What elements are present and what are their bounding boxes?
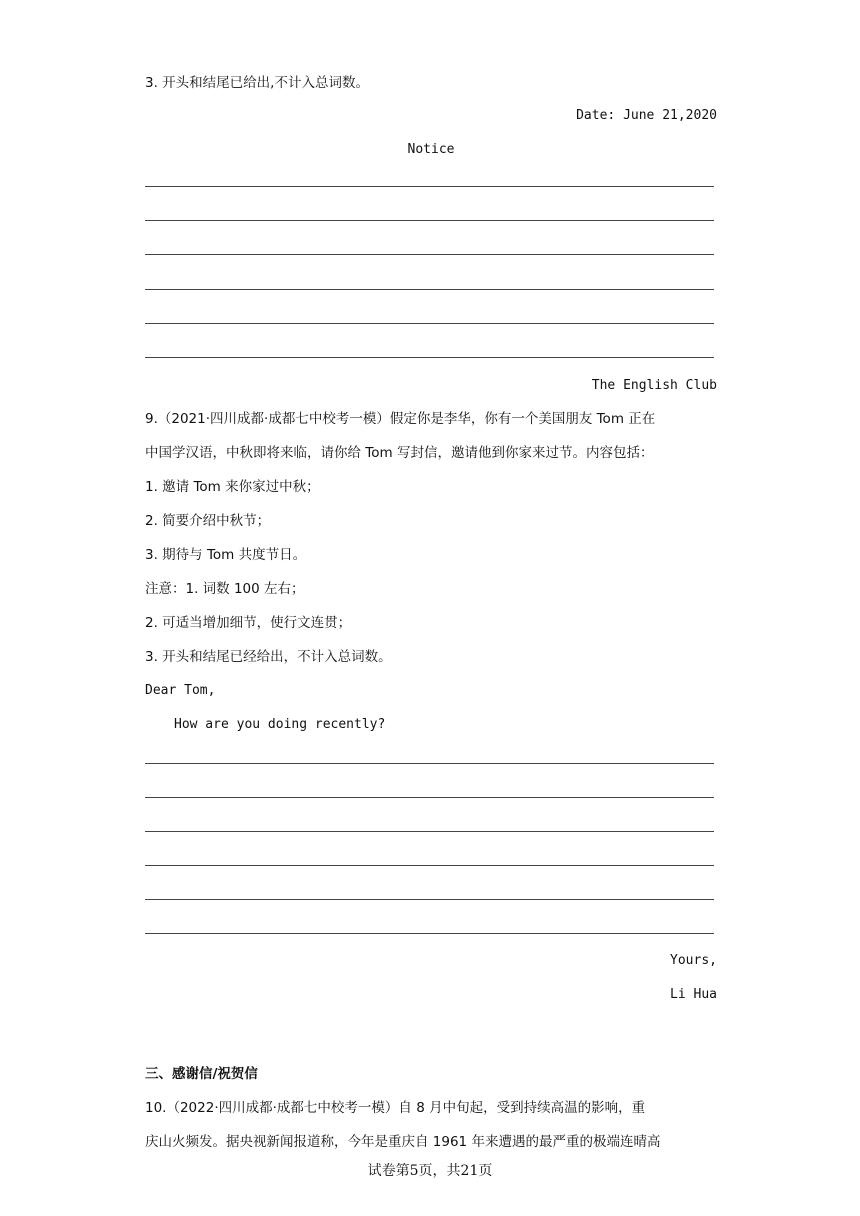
q9-point-3: 3. 期待与 Tom 共度节日。 <box>145 547 307 563</box>
answer-line <box>145 289 714 290</box>
q9-stem-line-2: 中国学汉语，中秋即将来临，请你给 Tom 写封信，邀请他到你家来过节。内容包括： <box>145 445 654 461</box>
letter-opening: How are you doing recently? <box>174 717 386 732</box>
q9-note-3: 3. 开头和结尾已经给出，不计入总词数。 <box>145 649 392 665</box>
answer-line <box>145 797 714 798</box>
answer-line <box>145 933 714 934</box>
q9-point-1: 1. 邀请 Tom 来你家过中秋； <box>145 479 320 495</box>
answer-line <box>145 357 714 358</box>
answer-line <box>145 831 714 832</box>
section-heading: 三、感谢信/祝贺信 <box>145 1066 258 1082</box>
answer-line <box>145 899 714 900</box>
notice-title: Notice <box>407 142 455 157</box>
q10-stem-line-1: 10.（2022·四川成都·成都七中校考一模）自 8 月中旬起，受到持续高温的影响，重 <box>145 1100 646 1116</box>
q9-stem-line-1: 9.（2021·四川成都·成都七中校考一模）假定你是李华，你有一个美国朋友 Tom 正在 <box>145 411 656 427</box>
q9-note-2: 2. 可适当增加细节，使行文连贯； <box>145 615 352 631</box>
page-footer: 试卷第5页，共21页 <box>367 1163 493 1179</box>
answer-line <box>145 865 714 866</box>
answer-line <box>145 763 714 764</box>
q9-note-1: 注意：1. 词数 100 左右； <box>145 581 305 597</box>
q10-stem-line-2: 庆山火频发。据央视新闻报道称，今年是重庆自 1961 年来遭遇的最严重的极端连晴高 <box>145 1134 661 1150</box>
letter-closing: Yours, <box>670 953 717 968</box>
letter-signature: Li Hua <box>670 987 717 1002</box>
notice-date: Date: June 21,2020 <box>576 108 717 123</box>
q9-point-2: 2. 简要介绍中秋节； <box>145 513 271 529</box>
letter-greeting: Dear Tom, <box>145 683 216 698</box>
answer-line <box>145 254 714 255</box>
q8-requirement-3: 3. 开头和结尾已给出,不计入总词数。 <box>145 75 369 91</box>
answer-line <box>145 323 714 324</box>
answer-line <box>145 186 714 187</box>
answer-line <box>145 220 714 221</box>
notice-signature: The English Club <box>591 378 717 393</box>
